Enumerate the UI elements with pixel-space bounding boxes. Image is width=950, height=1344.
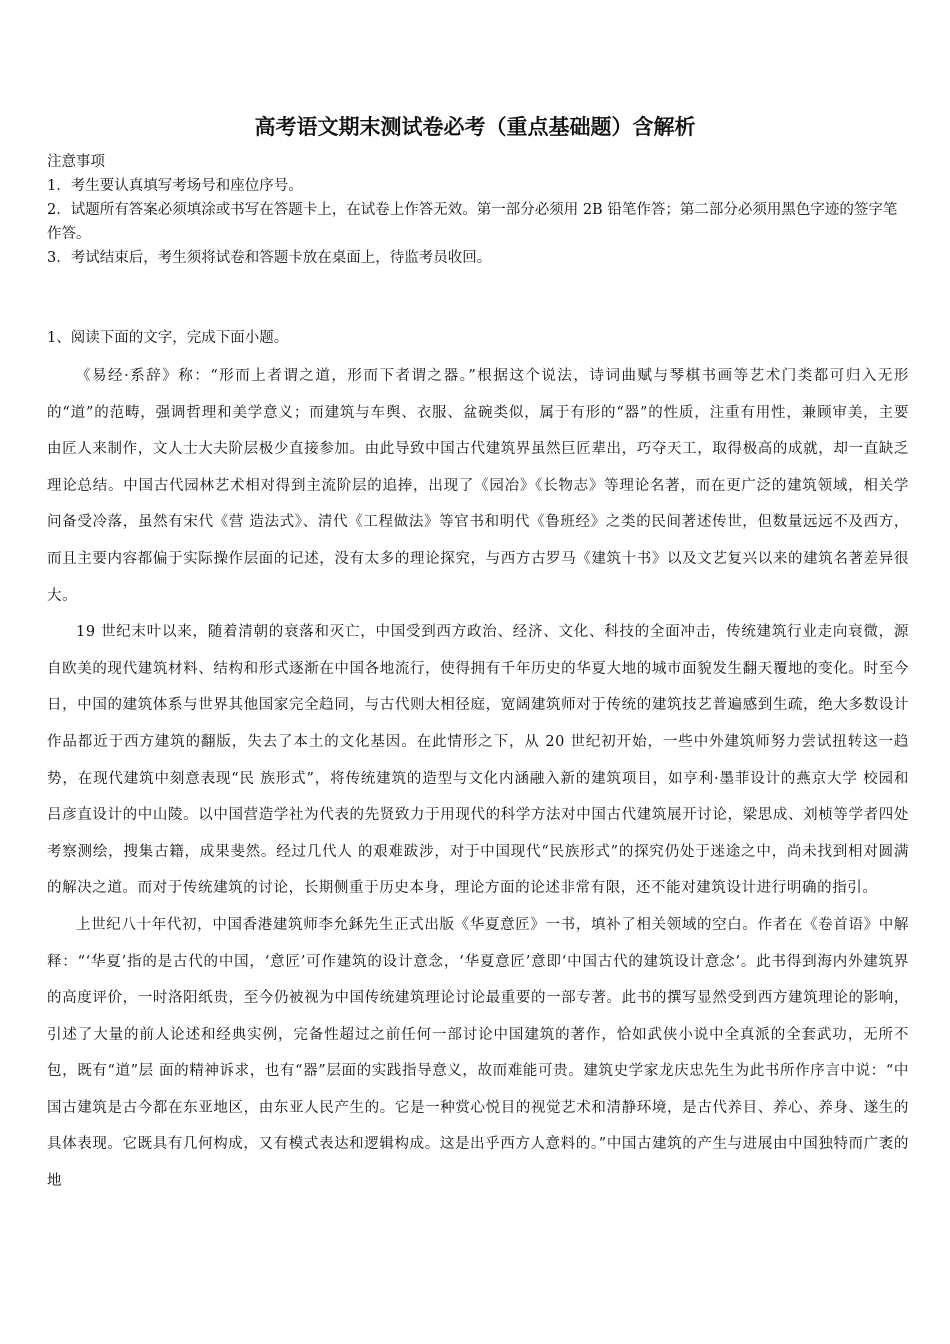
- passage-paragraph: 《易经·系辞》称：“形而上者谓之道，形而下者谓之器。”根据这个说法，诗词曲赋与琴棋书画等艺术门类都可归入无形的“道”的范畴，强调哲理和美学意义；而建筑与车舆、衣服、盆碗类似，属于有形的“器”的性质，注重有用性，兼顾审美，主要由匠人来制作，文人士大夫阶层极少直接参加。由此导致中国古代建筑界虽然巨匠辈出，巧夺天工，取得极高的成就，却一直缺乏理论总结。中国古代园林艺术相对得到主流阶层的追捧，出现了《园冶》《长物志》等理论名著，而在更广泛的建筑领域，相关学问备受冷落，虽然有宋代《营 造法式》、清代《工程做法》等官书和明代《鲁班经》之类的民间著述传世，但数量远远不及西方，而且主要内容都偏于实际操作层面的记述，没有太多的理论探究，与西方古罗马《建筑十书》以及文艺复兴以来的建筑名著差异很大。: [47, 368, 909, 604]
- passage-paragraph: 19 世纪末叶以来，随着清朝的衰落和灭亡，中国受到西方政治、经济、文化、科技的全面冲击，传统建筑行业走向衰微，源自欧美的现代建筑材料、结构和形式逐渐在中国各地流行，使得拥有千年历史的华夏大地的城市面貌发生翻天覆地的变化。时至今日，中国的建筑体系与世界其他国家完全趋同，与古代则大相径庭，宽阔建筑师对于传统的建筑技艺普遍感到生疏，绝大多数设计作品都近于西方建筑的翻版，失去了本土的文化基因。在此情形之下，从 20 世纪初开始，一些中外建筑师努力尝试扭转这一趋势，在现代建筑中刻意表现“民 族形式”，将传统建筑的造型与文化内涵融入新的建筑项目，如亨利·墨菲设计的燕京大学 校园和吕彦直设计的中山陵。以中国营造学社为代表的先贤致力于用现代的科学方法对中国古代建筑展开讨论，梁思成、刘桢等学者四处考察测绘，搜集古籍，成果斐然。经过几代人 的艰难跋涉，对于中国现代“民族形式”的探究仍处于迷途之中，尚未找到相对圆满的解决之道。而对于传统建筑的讨论，长期侧重于历史本身，理论方面的论述非常有限，还不能对建筑设计进行明确的指引。: [47, 624, 909, 897]
- question-header: [47, 326, 909, 350]
- notice-item: 1．考生要认真填写考场号和座位序号。: [47, 178, 303, 194]
- passage-paragraph: 上世纪八十年代初，中国香港建筑师李允鉌先生正式出版《华夏意匠》一书，填补了相关领域的空白。作者在《卷首语》中解释：“‘华夏’指的是古代的中国，‘意匠’可作建筑的设计意念，‘华夏意匠’意即‘中国古代的建筑设计意念’。此书得到海内外建筑界的高度评价，一时洛阳纸贵，至今仍被视为中国传统建筑理论讨论最重要的一部专著。此书的撰写显然受到西方建筑理论的影响，引述了大量的前人论述和经典实例，完备性超过之前任何一部讨论中国建筑的著作，恰如武侠小说中全真派的全套武功，无所不包，既有“道”层 面的精神诉求，也有“器”层面的实践指导意义，故而难能可贵。建筑史学家龙庆忠先生为此书所作序言中说：“中国古建筑是古今都在东亚地区，由东亚人民产生的。它是一种赏心悦目的视觉艺术和清静环境，是古代养目、养心、养身、遂生的具体表现。它既具有几何构成，又有模式表达和逻辑构成。这是出乎西方人意料的。”中国古建筑的产生与进展由中国独特而广袤的地: [47, 916, 909, 1190]
- notice-heading: 注意事项: [47, 154, 105, 170]
- question-prompt: 1、阅读下面的文字，完成下面小题。: [47, 330, 289, 346]
- reading-passage: [47, 358, 909, 1200]
- notice-item: 2．试题所有答案必须填涂或书写在答题卡上，在试卷上作答无效。第一部分必须用 2B 铅笔作答；第二部分必须用黑色字迹的签字笔作答。: [47, 202, 898, 242]
- notice-item: 3．考试结束后，考生须将试卷和答题卡放在桌面上，待监考员收回。: [47, 250, 492, 266]
- document-title: 高考语文期末测试卷必考（重点基础题）含解析: [254, 115, 696, 139]
- notice-section: [47, 150, 909, 270]
